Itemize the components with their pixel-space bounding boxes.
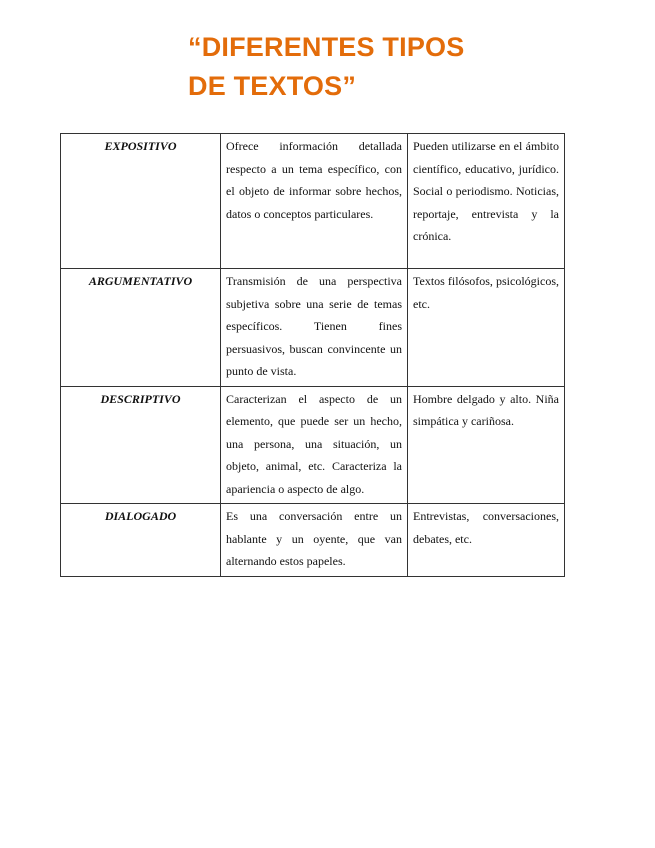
text-types-table (60, 133, 565, 577)
description-cell: Es una conversación entre un hablante y un oyente, que van alternando estos papeles. (221, 504, 408, 577)
table-row (61, 504, 565, 577)
description-cell: Ofrece información detallada respecto a un tema específico, con el objeto de informar sobre hechos, datos o conceptos particulares. (221, 134, 408, 269)
text-type-cell: ARGUMENTATIVO (61, 269, 221, 387)
page-title (188, 28, 464, 106)
examples-cell: Hombre delgado y alto. Niña simpática y cariñosa. (408, 386, 565, 504)
description-cell: Transmisión de una perspectiva subjetiva sobre una serie de temas específicos. Tienen fines persuasivos, buscan convincente un punto de vista. (221, 269, 408, 387)
table-row (61, 134, 565, 269)
text-type-cell: DIALOGADO (61, 504, 221, 577)
text-type-cell: DESCRIPTIVO (61, 386, 221, 504)
text-type-cell: EXPOSITIVO (61, 134, 221, 269)
page-title-line-2: DE TEXTOS” (188, 71, 357, 101)
table-row (61, 386, 565, 504)
examples-cell: Pueden utilizarse en el ámbito científico, educativo, jurídico. Social o periodismo. Noticias, reportaje, entrevista y la crónica. (408, 134, 565, 269)
description-cell: Caracterizan el aspecto de un elemento, que puede ser un hecho, una persona, una situación, un objeto, animal, etc. Caracteriza la apariencia o aspecto de algo. (221, 386, 408, 504)
examples-cell: Textos filósofos, psicológicos, etc. (408, 269, 565, 387)
page-title-line-1: “DIFERENTES TIPOS (188, 32, 465, 62)
table-row (61, 269, 565, 387)
examples-cell: Entrevistas, conversaciones, debates, etc. (408, 504, 565, 577)
